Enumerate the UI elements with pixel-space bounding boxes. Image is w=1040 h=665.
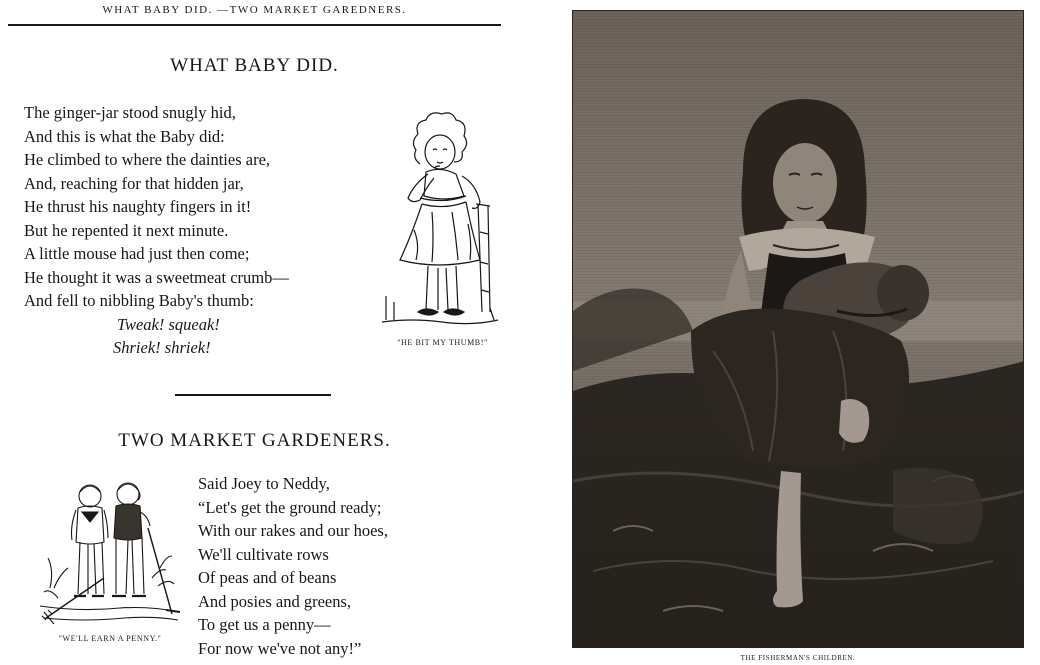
verse-line: We'll cultivate rows: [198, 544, 329, 564]
header-rule: [8, 24, 501, 26]
section-rule: [175, 394, 331, 396]
poem-title-two-market-gardeners: TWO MARKET GARDENERS.: [118, 430, 391, 451]
verse-line: But he repented it next minute.: [24, 220, 229, 240]
poem-two-market-gardeners: [198, 472, 498, 660]
verse-exclaim: Tweak! squeak!: [117, 314, 220, 334]
verse-line: And fell to nibbling Baby's thumb:: [24, 291, 254, 310]
verse-line: And posies and greens,: [198, 591, 352, 611]
verse-line: He thought it was a sweetmeat crumb—: [24, 267, 289, 287]
illustration-caption: "WE'LL EARN A PENNY.": [58, 634, 162, 643]
baby-illustration: [380, 112, 500, 334]
verse-line: A little mouse had just then come;: [24, 244, 250, 263]
illustration-caption: "HE BIT MY THUMB!": [397, 338, 488, 347]
verse-line: And, reaching for that hidden jar,: [24, 173, 244, 193]
verse-line: He thrust his naughty fingers in it!: [24, 197, 252, 216]
verse-line: Said Joey to Neddy,: [198, 474, 330, 493]
verse-line: And this is what the Baby did:: [24, 126, 225, 146]
verse-line: Of peas and of beans: [198, 568, 337, 587]
verse-line: The ginger-jar stood snugly hid,: [24, 103, 236, 122]
verse-line: For now we've not any!”: [198, 638, 362, 658]
verse-line: He climbed to where the dainties are,: [24, 150, 271, 169]
running-head: WHAT BABY DID. —TWO MARKET GAREDNERS.: [102, 4, 407, 16]
verse-exclaim: Shriek! shriek!: [113, 338, 211, 357]
verse-line: To get us a penny—: [198, 615, 331, 634]
verse-line: With our rakes and our hoes,: [198, 521, 388, 540]
fishermans-children-engraving: [572, 10, 1024, 648]
boys-illustration: [40, 478, 180, 626]
engraving-image: [573, 11, 1024, 648]
verse-line: “Let's get the ground ready;: [198, 497, 382, 517]
plate-caption: THE FISHERMAN'S CHILDREN.: [740, 654, 856, 662]
poem-what-baby-did: [24, 101, 374, 360]
poem-title-what-baby-did: WHAT BABY DID.: [170, 55, 339, 76]
